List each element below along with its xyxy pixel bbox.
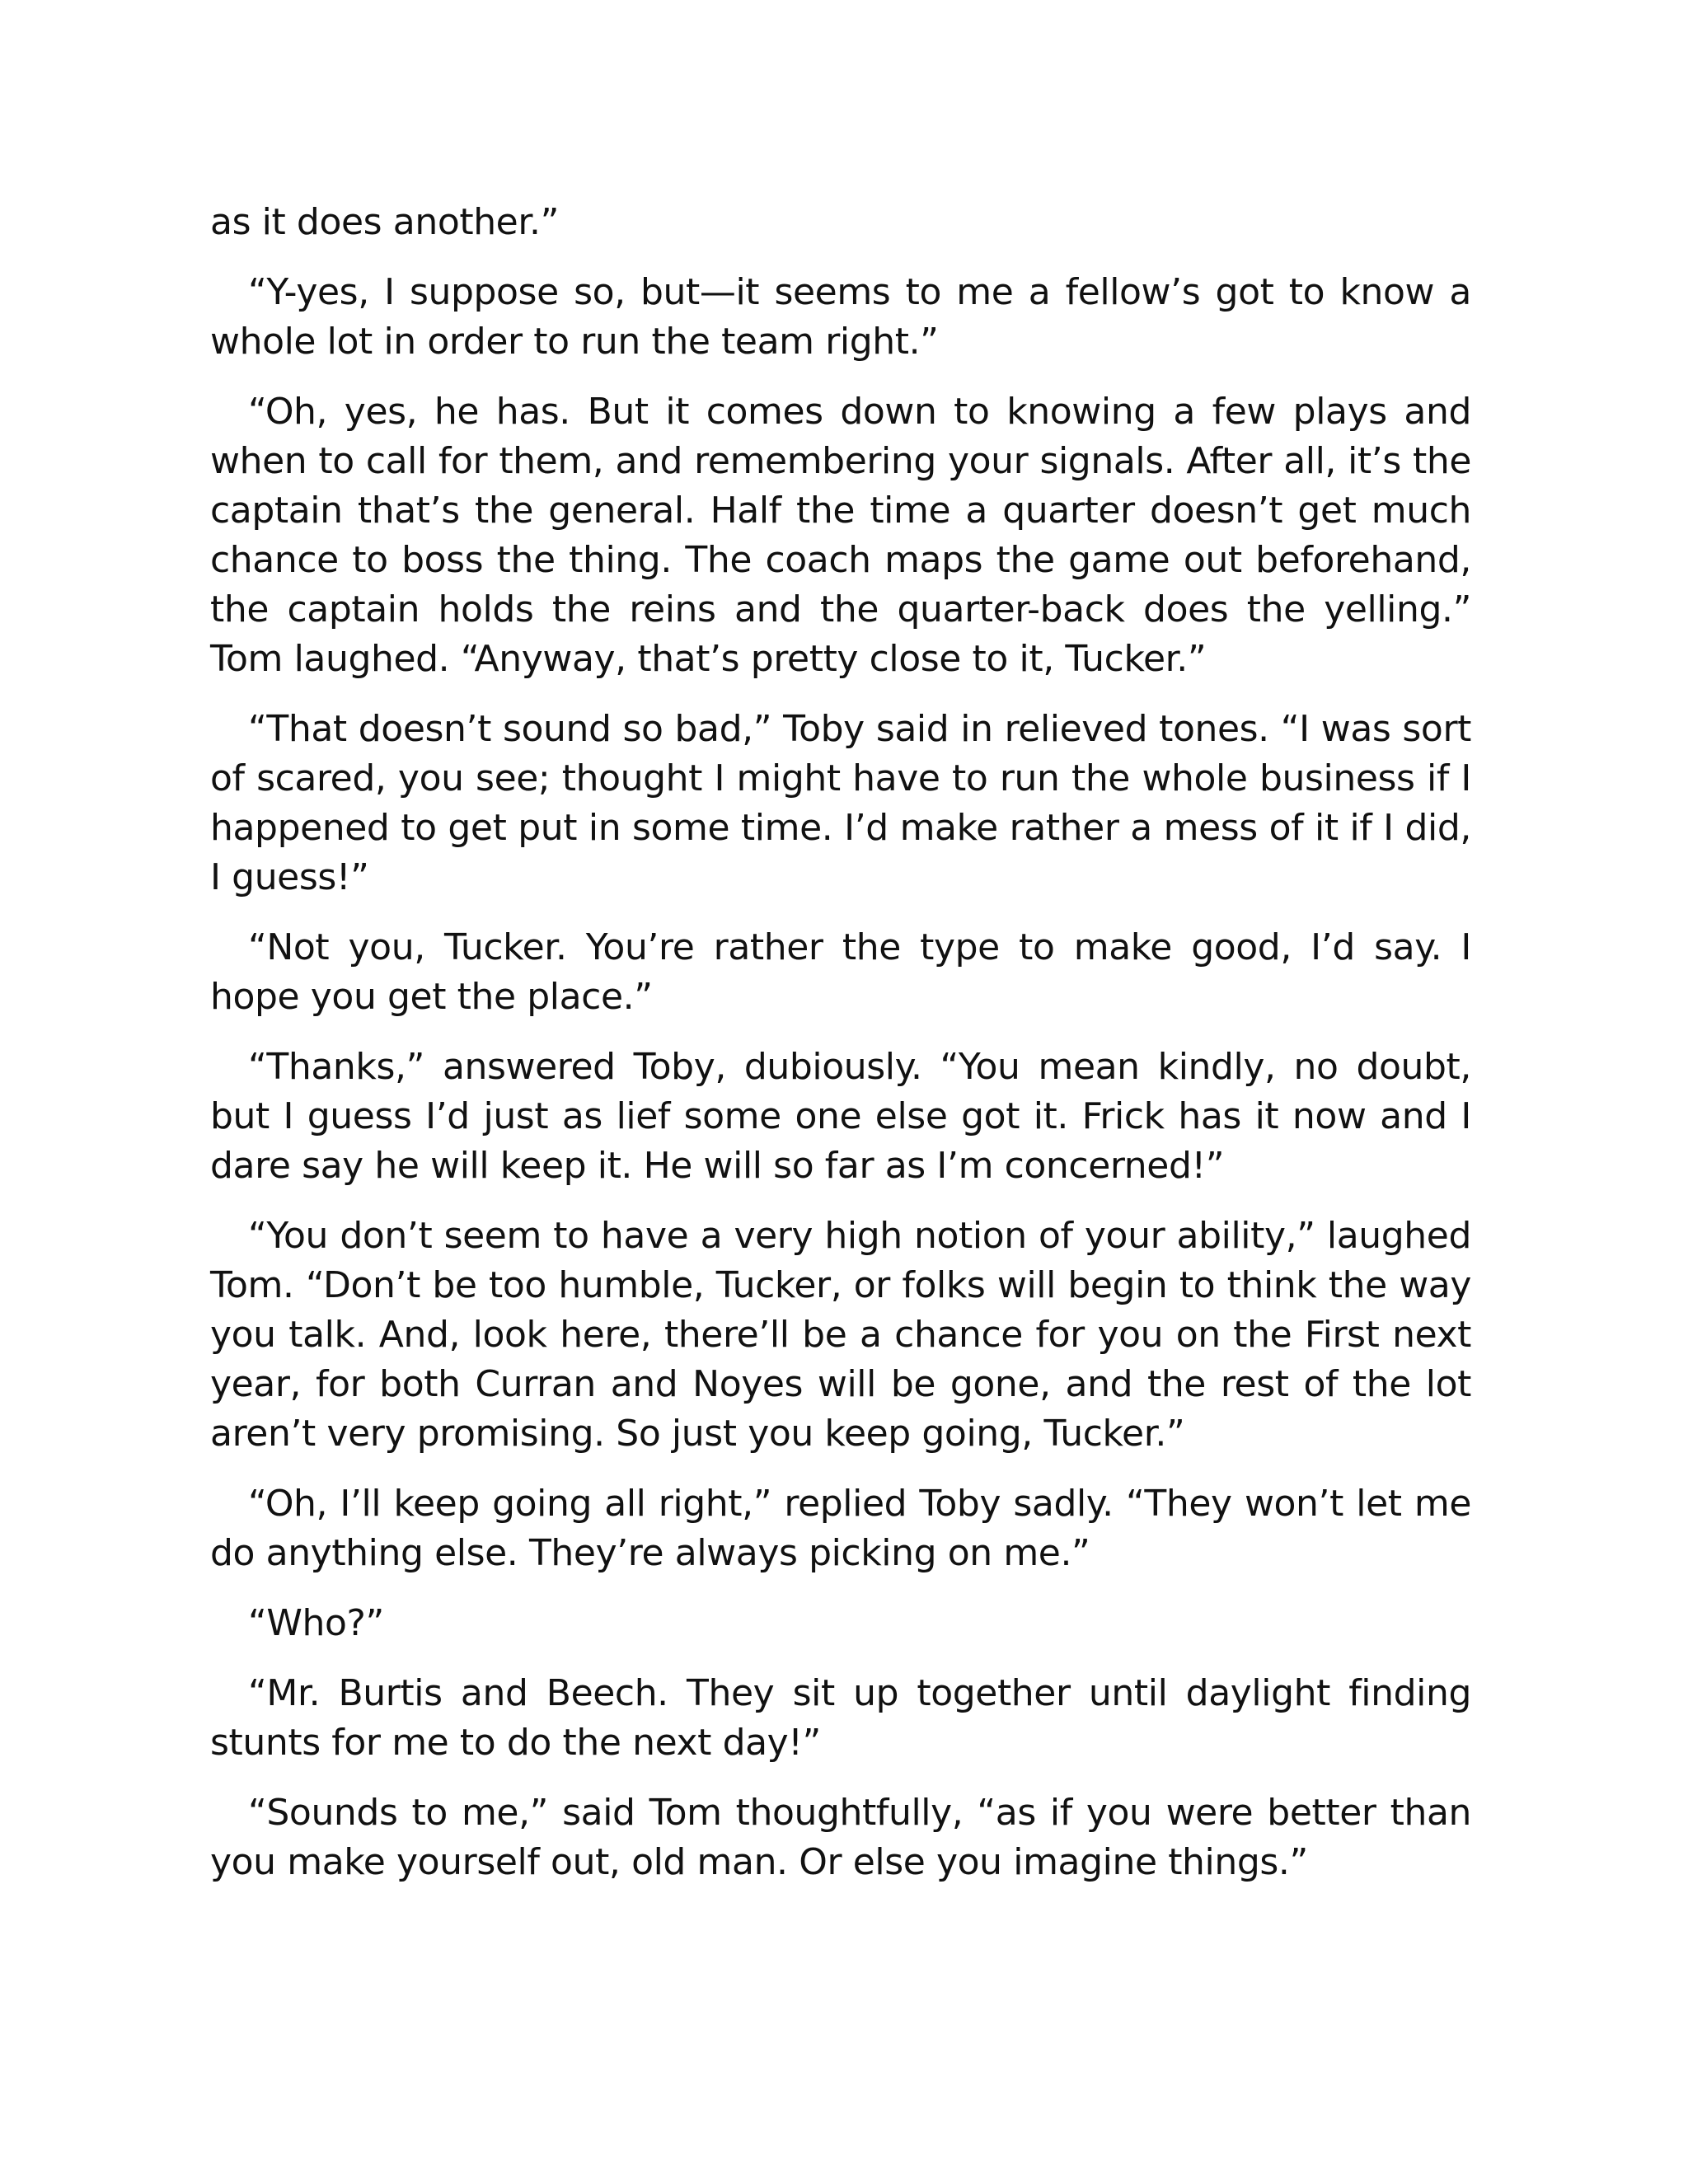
paragraph-continuation: as it does another.”: [210, 201, 559, 243]
paragraph: “Sounds to me,” said Tom thoughtfully, “as if you were better than you make yourself out, old man. Or else you imagine things.”: [210, 1792, 1471, 1883]
paragraph: “Not you, Tucker. You’re rather the type to make good, I’d say. I hope you get the place.”: [210, 926, 1471, 1018]
paragraph: “Thanks,” answered Toby, dubiously. “You mean kindly, no doubt, but I guess I’d just as lief some one else got it. Frick has it now and I dare say he will keep it. He will so far as I’m concerned!”: [210, 1046, 1471, 1187]
paragraph: “Y-yes, I suppose so, but—it seems to me a fellow’s got to know a whole lot in order to run the team right.”: [210, 271, 1471, 363]
paragraph: “Oh, I’ll keep going all right,” replied Toby sadly. “They won’t let me do anything else. They’re always picking on me.”: [210, 1483, 1471, 1574]
paragraph: “Oh, yes, he has. But it comes down to knowing a few plays and when to call for them, and remembering your signals. After all, it’s the captain that’s the general. Half the time a quarter doesn’t get much chance to boss the thing. The coach maps the game out beforehand, the captain holds the reins and the quarter-back does the yelling.” Tom laughed. “Anyway, that’s pretty close to it, Tucker.”: [210, 391, 1471, 680]
paragraph: “Mr. Burtis and Beech. They sit up together until daylight finding stunts for me to do the next day!”: [210, 1672, 1471, 1764]
paragraph: “That doesn’t sound so bad,” Toby said in relieved tones. “I was sort of scared, you see; thought I might have to run the whole business if I happened to get put in some time. I’d make rather a mess of it if I did, I guess!”: [210, 708, 1471, 898]
document-page: [210, 198, 1471, 1908]
paragraph: “Who?”: [248, 1602, 384, 1644]
paragraph: “You don’t seem to have a very high notion of your ability,” laughed Tom. “Don’t be too humble, Tucker, or folks will begin to think the way you talk. And, look here, there’ll be a chance for you on the First next year, for both Curran and Noyes will be gone, and the rest of the lot aren’t very promising. So just you keep going, Tucker.”: [210, 1215, 1471, 1455]
